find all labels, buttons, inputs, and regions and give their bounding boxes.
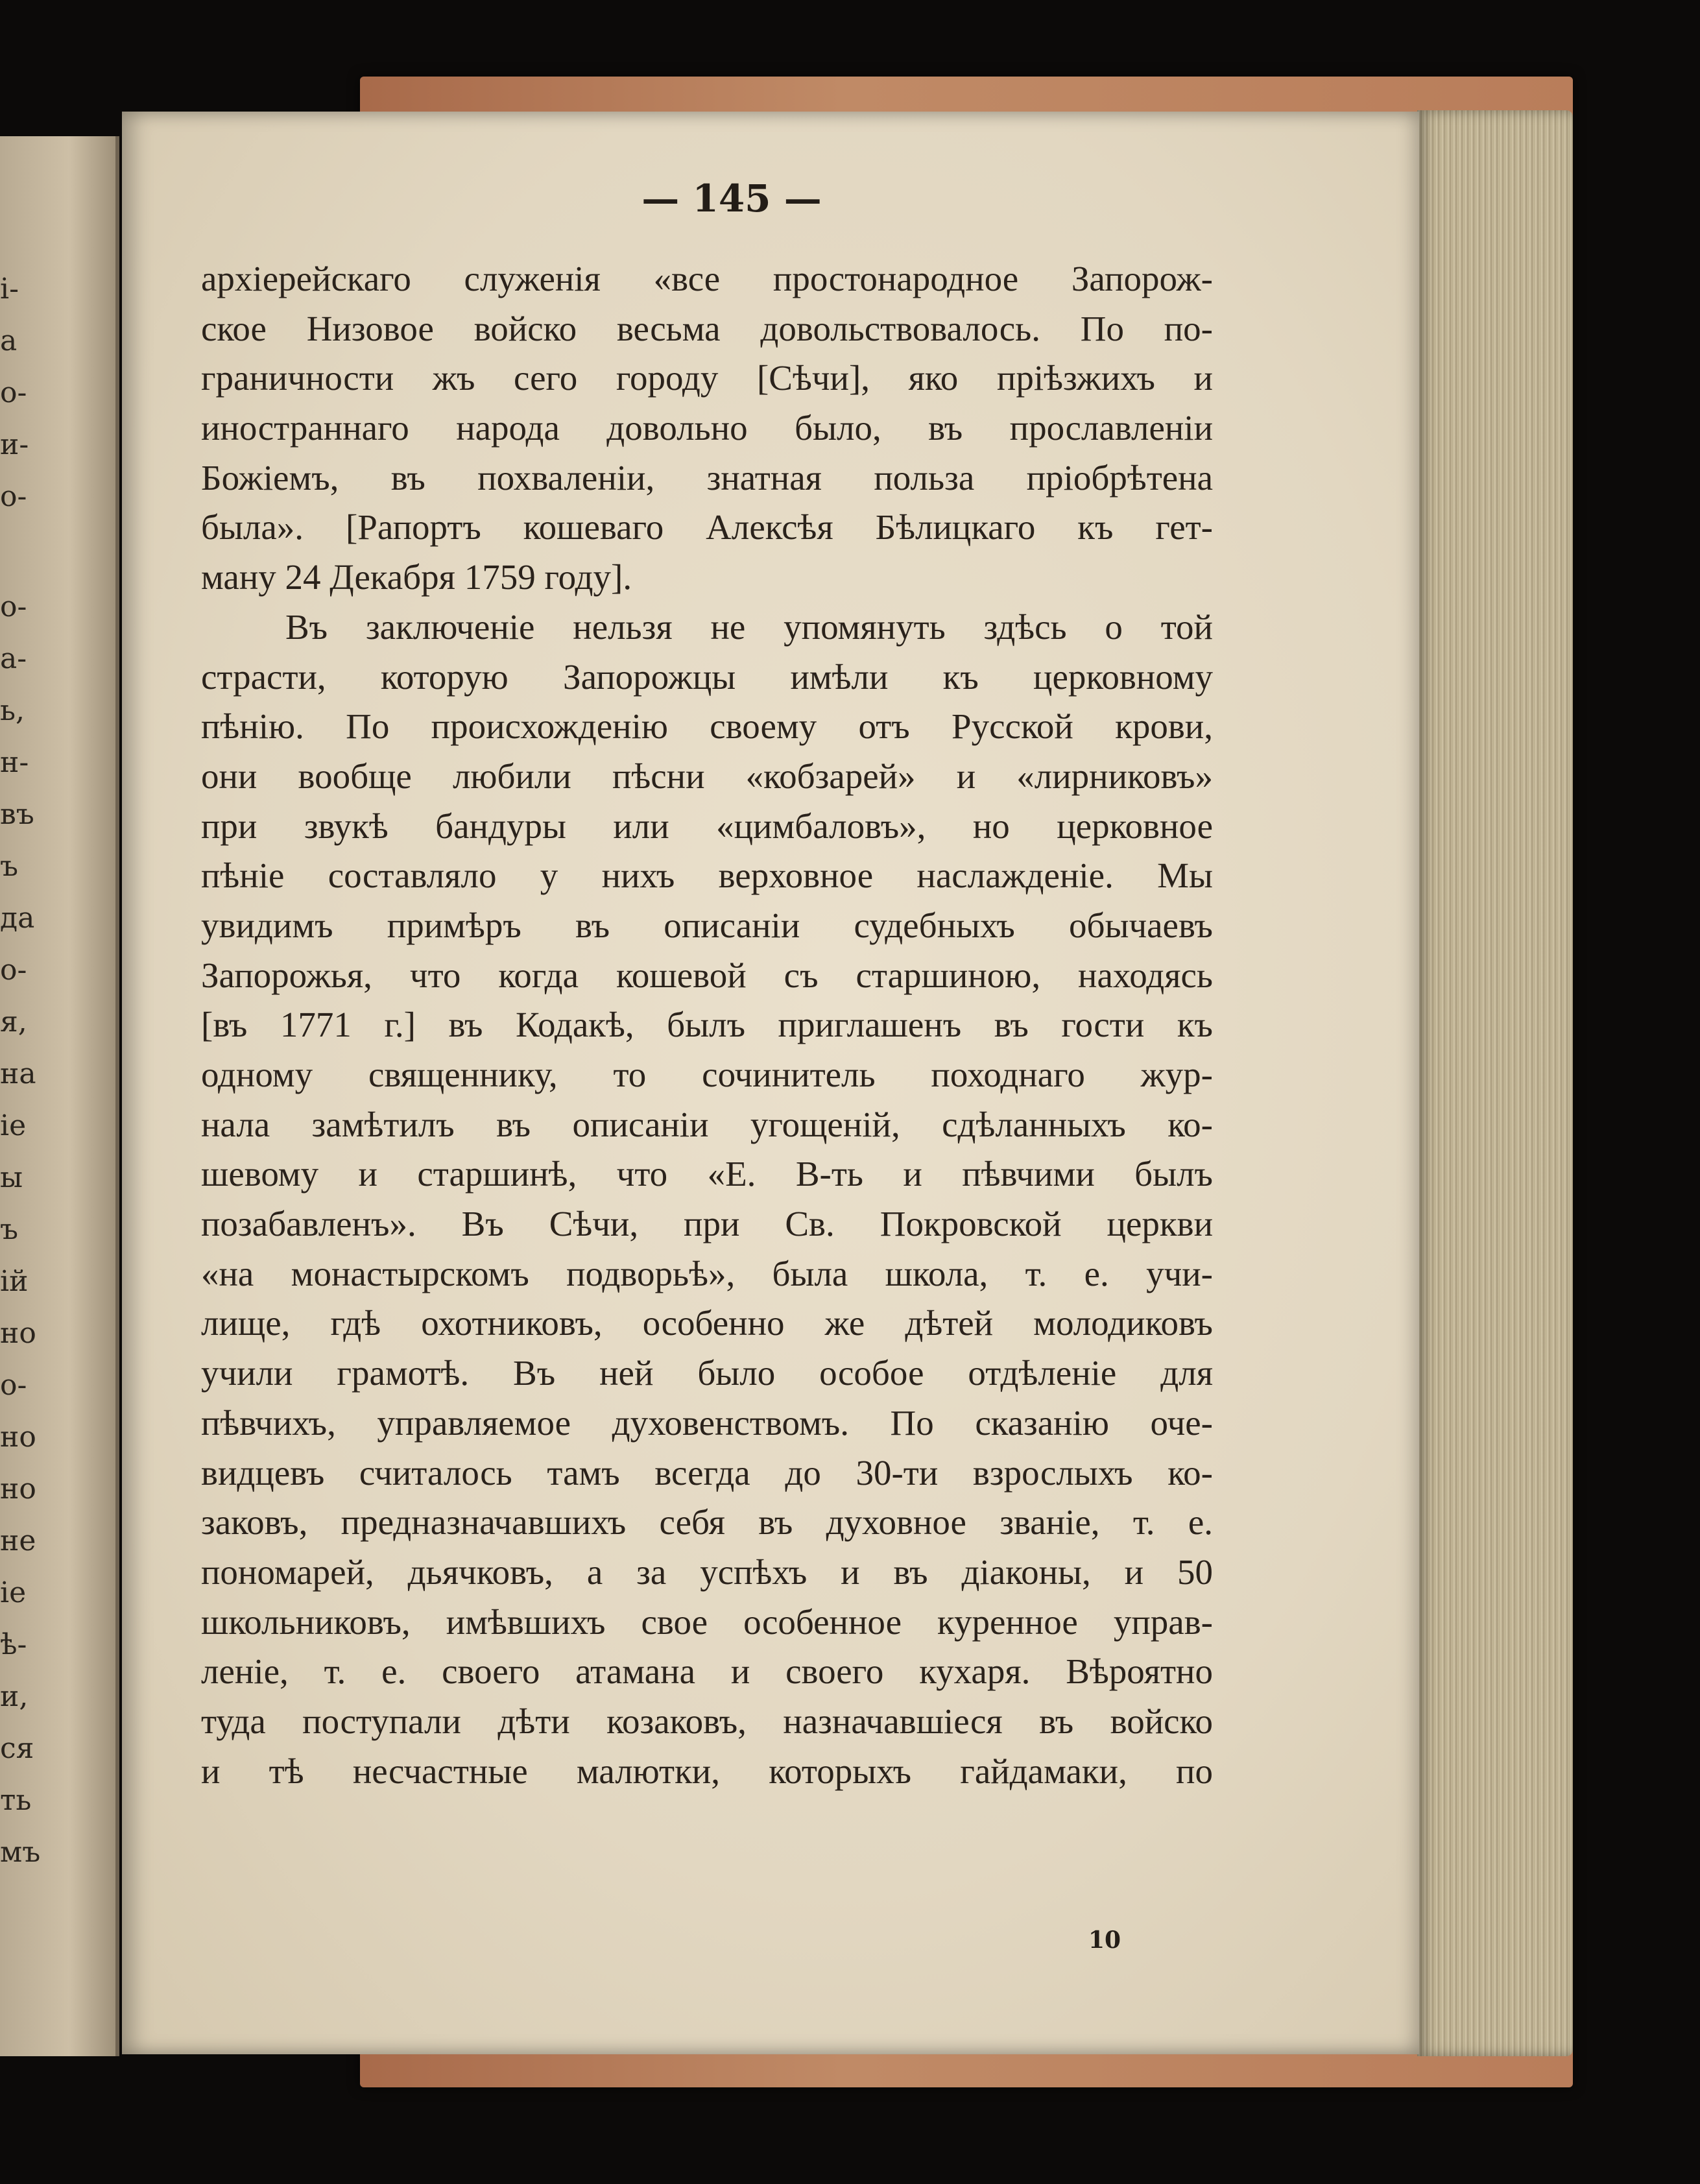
left-fragment: но [0,1472,36,1506]
page-number: — 145 — [641,176,822,221]
left-fragment: іе [0,1109,27,1142]
text-line: позабавленъ». Въ Сѣчи, при Св. Покровской церкви [201,1204,1213,1244]
left-fragment: въ [0,798,34,831]
left-fragment: и- [0,428,29,461]
text-line: «на монастырскомъ подворьѣ», была школа, т. е. учи- [201,1253,1213,1293]
text-line: леніе, т. е. своего атамана и своего кухаря. Вѣроятно [201,1651,1213,1692]
text-line: иностраннаго народа довольно было, въ прославленіи [201,408,1213,448]
text-line: [въ 1771 г.] въ Кодакѣ, былъ приглашенъ въ гости къ [201,1005,1213,1045]
text-line: архіерейскаго служенія «все простонародное Запорож- [201,259,1213,298]
text-line: лище, гдѣ охотниковъ, особенно же дѣтей молодиковъ [201,1303,1213,1343]
text-line: и тѣ несчастные малютки, которыхъ гайдамаки, по [201,1751,1213,1791]
left-fragment: о- [0,954,27,987]
text-line: видцевъ считалось тамъ всегда до 30-ти взрослыхъ ко- [201,1452,1213,1493]
page-edges [1417,110,1573,2056]
left-fragment: ся [0,1732,34,1765]
left-fragment: о- [0,480,27,513]
text-line: школьниковъ, имѣвшихъ свое особенное куренное управ- [201,1602,1213,1642]
left-fragment: о- [0,590,27,623]
text-line: при звукѣ бандуры или «цимбаловъ», но церковное [201,806,1213,846]
left-fragment: не [0,1524,36,1557]
left-fragment: а- [0,642,27,675]
left-fragment: ій [0,1265,29,1298]
text-line: пѣнію. По происхожденію своему отъ Русской крови, [201,706,1213,747]
left-fragment: и, [0,1680,29,1713]
text-line: ское Низовое войско весьма довольствовалось. По по- [201,308,1213,348]
text-line: Въ заключеніе нельзя не упомянуть здѣсь о той [285,606,1213,647]
left-fragment: іе [0,1576,27,1609]
book-page [122,112,1419,2054]
text-line: пономарей, дьячковъ, а за успѣхъ и въ діаконы, и 50 [201,1552,1213,1592]
text-line: Запорожья, что когда кошевой съ старшиною, находясь [201,955,1213,995]
left-fragment: о- [0,1369,27,1402]
left-fragment: но [0,1421,36,1454]
text-line: они вообще любили пѣсни «кобзарей» и «лирниковъ» [201,756,1213,796]
text-line: заковъ, предназначавшихъ себя въ духовное званіе, т. е. [201,1502,1213,1542]
left-fragment: ь, [0,694,25,727]
left-fragment: я, [0,1005,27,1038]
left-fragment: но [0,1317,36,1350]
left-fragment: н- [0,746,29,779]
left-fragment: і- [0,272,19,306]
left-fragment: на [0,1057,36,1090]
text-line: учили грамотѣ. Въ ней было особое отдѣленіе для [201,1353,1213,1393]
text-line: граничности жъ сего городу [Сѣчи], яко пріѣзжихъ и [201,358,1213,398]
text-line: пѣніе составляло у нихъ верховное наслажденіе. Мы [201,856,1213,896]
text-line: Божіемъ, въ похваленіи, знатная польза пріобрѣтена [201,457,1213,498]
left-fragment: ть [0,1784,32,1817]
left-fragment: да [0,902,35,935]
text-line: шевому и старшинѣ, что «Е. В-ть и пѣвчими былъ [201,1154,1213,1194]
left-fragment: ы [0,1161,23,1194]
printer-signature-mark: 10 [1088,1926,1121,1954]
text-line: ману 24 Декабря 1759 году]. [201,557,632,597]
left-fragment: о- [0,376,27,409]
text-line: туда поступали дѣти козаковъ, назначавшіеся въ войско [201,1701,1213,1741]
left-fragment: ъ [0,1213,18,1246]
text-line: увидимъ примѣръ въ описаніи судебныхъ обычаевъ [201,905,1213,945]
page-text [201,254,1213,1796]
text-line: была». [Рапортъ кошеваго Алексѣя Бѣлицкаго къ гет- [201,507,1213,547]
text-line: одному священнику, то сочинитель походнаго жур- [201,1055,1213,1094]
left-fragment: ѣ- [0,1628,27,1661]
left-fragment: ъ [0,850,18,883]
left-fragment: мъ [0,1836,41,1869]
left-fragment: а [0,324,18,357]
text-line: нала замѣтилъ въ описаніи угощеній, сдѣланныхъ ко- [201,1104,1213,1144]
text-line: пѣвчихъ, управляемое духовенствомъ. По сказанію оче- [201,1402,1213,1443]
previous-page-fragment [0,136,119,2056]
text-line: страсти, которую Запорожцы имѣли къ церковному [201,656,1213,697]
